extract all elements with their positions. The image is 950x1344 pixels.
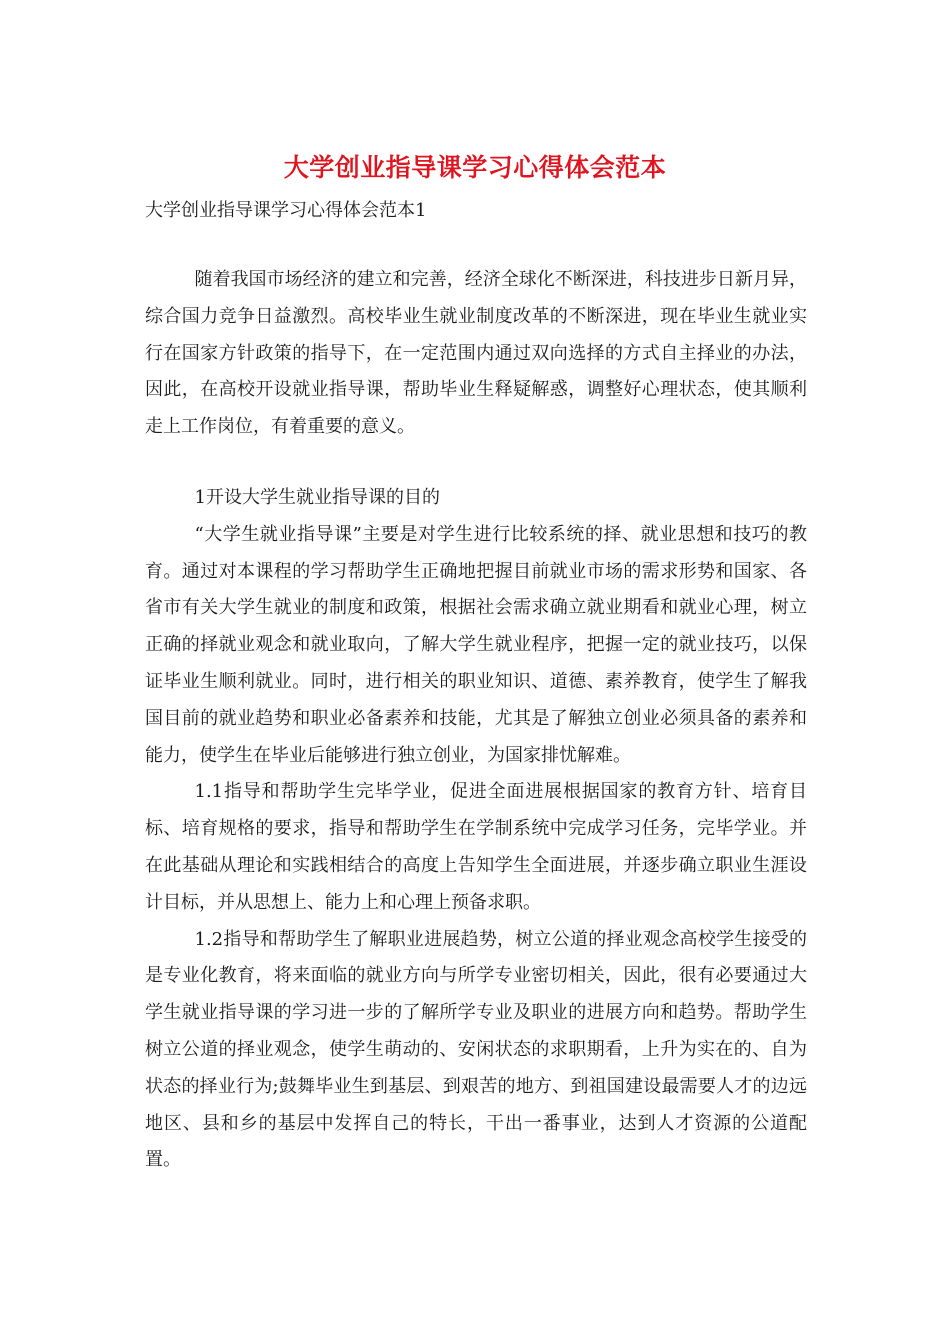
section-block [145,480,807,1179]
point-1-2-paragraph: 1.2指导和帮助学生了解职业进展趋势，树立公道的择业观念高校学生接受的是专业化教育，将来面临的就业方向与所学专业密切相关，因此，很有必要通过大学生就业指导课的学习进一步的了解所学专业及职业的进展方向和趋势。帮助学生树立公道的择业观念，使学生萌动的、安闲状态的求职期看，上升为实在的、自为状态的择业行为;鼓舞毕业生到基层、到艰苦的地方、到祖国建设最需要人才的边远地区、县和乡的基层中发挥自己的特长，干出一番事业，达到人才资源的公道配置。 [145,928,807,1171]
section-heading: 1开设大学生就业指导课的目的 [194,487,440,508]
document-title: 大学创业指导课学习心得体会范本 [283,153,667,182]
document-subtitle: 大学创业指导课学习心得体会范本1 [145,200,427,221]
section-paragraph: “大学生就业指导课”主要是对学生进行比较系统的择、就业思想和技巧的教育。通过对本课程的学习帮助学生正确地把握目前就业市场的需求形势和国家、各省市有关大学生就业的制度和政策，根据社会需求确立就业期看和就业心理，树立正确的择就业观念和就业取向，了解大学生就业程序，把握一定的就业技巧，以保证毕业生顺利就业。同时，进行相关的职业知识、道德、素养教育，使学生了解我国目前的就业趋势和职业必备素养和技能，尤其是了解独立创业必须具备的素养和能力，使学生在毕业后能够进行独立创业，为国家排忧解难。 [145,523,807,766]
point-1-1-paragraph: 1.1指导和帮助学生完毕学业，促进全面进展根据国家的教育方针、培育目标、培育规格的要求，指导和帮助学生在学制系统中完成学习任务，完毕学业。并在此基础从理论和实践相结合的高度上告知学生全面进展，并逐步确立职业生涯设计目标，并从思想上、能力上和心理上预备求职。 [145,781,807,913]
intro-block [145,262,807,446]
intro-paragraph: 随着我国市场经济的建立和完善，经济全球化不断深进，科技进步日新月异，综合国力竞争日益激烈。高校毕业生就业制度改革的不断深进，现在毕业生就业实行在国家方针政策的指导下，在一定范围内通过双向选择的方式自主择业的办法，因此，在高校开设就业指导课，帮助毕业生释疑解惑，调整好心理状态，使其顺利走上工作岗位，有着重要的意义。 [145,269,807,438]
